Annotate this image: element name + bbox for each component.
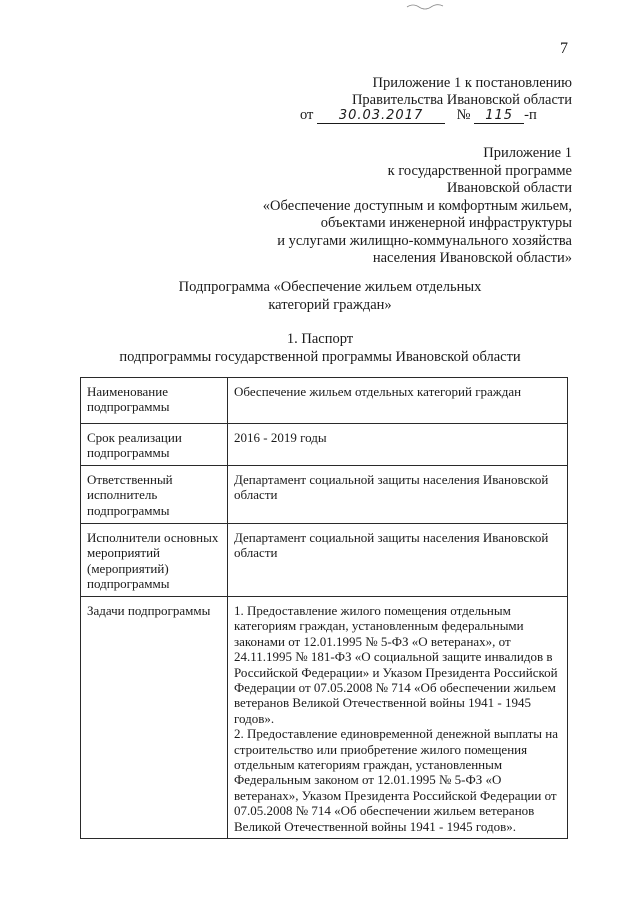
program-appendix-block — [230, 145, 572, 268]
value-line: годов». — [234, 710, 275, 726]
label-line: мероприятий — [87, 545, 160, 561]
order-number: 115 — [474, 108, 524, 124]
table-row — [81, 424, 568, 466]
subprogram-title-line: Подпрограмма «Обеспечение жильем отдельных — [178, 279, 482, 295]
order-suffix: -п — [524, 107, 537, 123]
order-number-sign: № — [456, 107, 471, 123]
label-line: Исполнители основных — [87, 530, 219, 545]
row-label — [81, 378, 228, 424]
value-line: области — [234, 487, 278, 503]
table-row — [81, 524, 568, 597]
order-reference — [300, 107, 584, 124]
program-appendix-line: и услугами жилищно-коммунального хозяйства — [277, 232, 572, 249]
table-row — [81, 466, 568, 524]
passport-title-line: подпрограммы государственной программы Ивановской области — [119, 349, 521, 365]
row-value — [228, 466, 568, 524]
program-appendix-line: Ивановской области — [446, 180, 572, 196]
order-prefix: от — [300, 107, 314, 123]
value-line: Департамент социальной защиты населения Ивановской — [234, 530, 549, 545]
subprogram-title — [150, 278, 510, 314]
value-line: 1. Предоставление жилого помещения отдельным — [234, 603, 511, 618]
row-value — [228, 597, 568, 839]
passport-title-line: 1. Паспорт — [286, 331, 354, 347]
program-appendix-line: объектами инженерной инфраструктуры — [320, 215, 572, 231]
row-label — [81, 424, 228, 466]
label-line: Задачи подпрограммы — [87, 603, 211, 618]
value-line: Федерации от 07.05.2008 № 714 «Об обеспечении жильем — [234, 680, 556, 696]
value-line: законами от 12.01.1995 № 5-ФЗ «О ветеранах», от — [234, 633, 511, 649]
appendix-header — [300, 75, 572, 109]
value-line: Великой Отечественной войны 1941 - 1945 годов». — [234, 818, 516, 834]
label-line: Ответственный — [87, 472, 173, 487]
program-appendix-line: населения Ивановской области» — [372, 250, 572, 266]
value-line: 24.11.1995 № 181-ФЗ «О социальной защите инвалидов в — [234, 649, 553, 665]
program-appendix-line: «Обеспечение доступным и комфортным жильем, — [262, 197, 572, 214]
label-line: исполнитель — [87, 487, 158, 503]
row-value — [228, 424, 568, 466]
passport-table — [80, 377, 568, 839]
subprogram-title-line: категорий граждан» — [268, 297, 392, 313]
label-line: подпрограммы — [87, 399, 170, 415]
value-line: Департамент социальной защиты населения Ивановской — [234, 472, 549, 487]
program-appendix-line: к государственной программе — [387, 162, 572, 179]
label-line: (мероприятий) — [87, 560, 169, 576]
row-value — [228, 378, 568, 424]
page-number: 7 — [560, 40, 568, 57]
value-line: 07.05.2008 № 714 «Об обеспечении жильем ветеранов — [234, 803, 535, 819]
row-label — [81, 597, 228, 839]
row-label — [81, 524, 228, 597]
row-value — [228, 524, 568, 597]
value-line: области — [234, 545, 278, 561]
order-date: 30.03.2017 — [317, 108, 445, 124]
label-line: Наименование — [87, 384, 168, 399]
value-line: категориям граждан, установленным федеральными — [234, 618, 524, 634]
value-line: отдельным категориям граждан, установленным — [234, 757, 503, 773]
value-line: Обеспечение жильем отдельных категорий граждан — [234, 384, 522, 399]
appendix-header-line: Правительства Ивановской области — [351, 92, 572, 108]
table-row — [81, 378, 568, 424]
value-line: Российской Федерации» и Указом Президента Российской — [234, 664, 558, 680]
passport-title — [100, 330, 540, 366]
label-line: подпрограммы — [87, 576, 170, 592]
value-line: ветеранов Великой Отечественной войны 1941 - 1945 — [234, 695, 531, 711]
value-line: Федеральным законом от 12.01.1995 № 5-ФЗ «О — [234, 772, 502, 788]
table-row — [81, 597, 568, 839]
value-line: ветеранах», Указом Президента Российской Федерации от — [234, 787, 557, 803]
program-appendix-line: Приложение 1 — [483, 145, 572, 161]
label-line: подпрограммы — [87, 445, 170, 461]
value-line: 2. Предоставление единовременной денежной выплаты на — [234, 726, 559, 742]
row-label — [81, 466, 228, 524]
label-line: подпрограммы — [87, 502, 170, 518]
scan-mark-icon — [405, 2, 445, 10]
value-line: 2016 - 2019 годы — [234, 430, 327, 445]
label-line: Срок реализации — [87, 430, 182, 445]
value-line: строительство или приобретение жилого помещения — [234, 741, 528, 757]
appendix-header-line: Приложение 1 к постановлению — [372, 75, 572, 91]
